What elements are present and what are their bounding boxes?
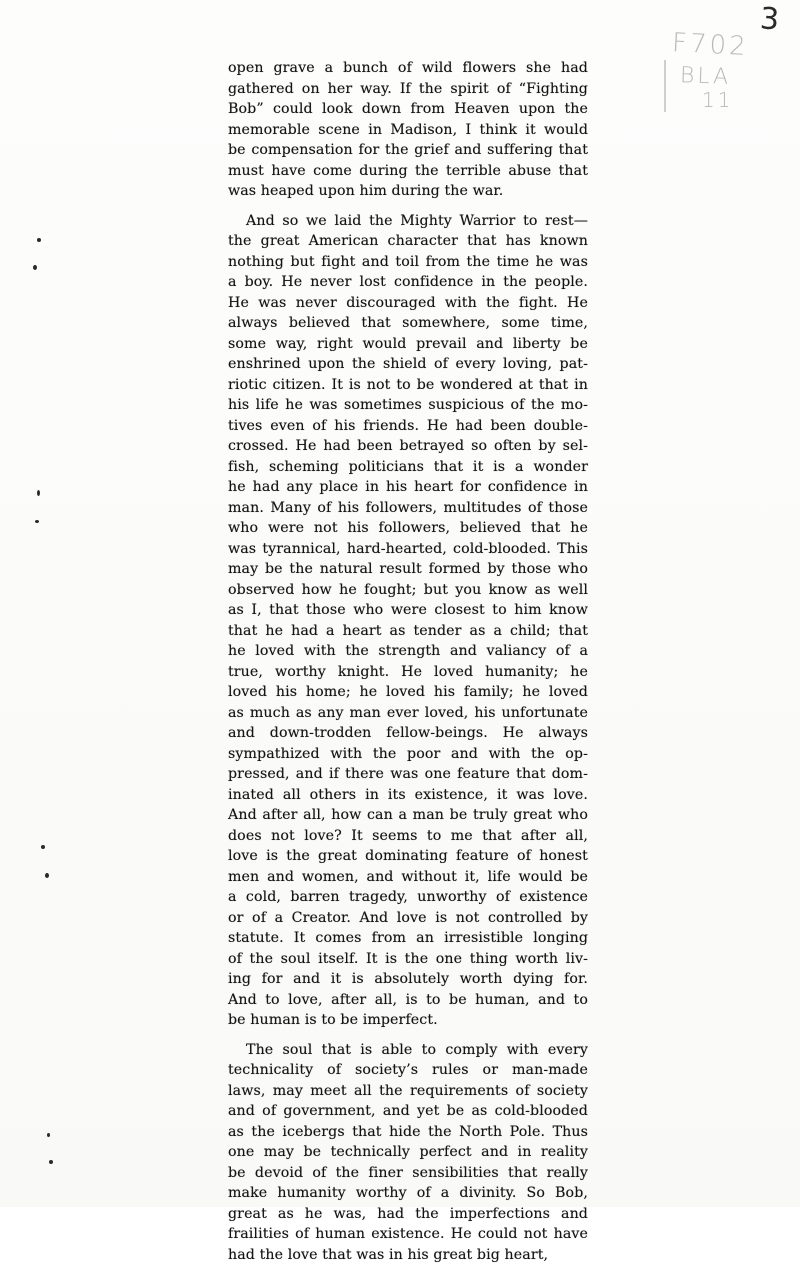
article-line: nothing but fight and toil from the time he was [228, 252, 588, 273]
article-line: man. Many of his followers, multitudes of those [228, 498, 588, 519]
article-line: true, worthy knight. He loved humanity; he [228, 662, 588, 683]
article-line: had the love that was in his great big heart, [228, 1245, 588, 1265]
margin-speck [47, 1133, 50, 1137]
article-line: his life he was sometimes suspicious of the mo- [228, 395, 588, 416]
article-line: laws, may meet all the requirements of society [228, 1081, 588, 1102]
handwritten-annotation-middle: BLA [680, 63, 732, 90]
article-line: and down-trodden fellow-beings. He always [228, 723, 588, 744]
margin-speck [49, 1160, 53, 1164]
margin-speck [37, 490, 40, 496]
article-line: may be the natural result formed by those who [228, 559, 588, 580]
handwritten-page-number: 3 [759, 1, 780, 37]
article-line: And so we laid the Mighty Warrior to rest— [228, 211, 588, 232]
article-line: one may be technically perfect and in reality [228, 1142, 588, 1163]
article-line: frailities of human existence. He could not have [228, 1224, 588, 1245]
article-line: great as he was, had the imperfections and [228, 1204, 588, 1225]
margin-speck [41, 845, 45, 849]
article-line: who were not his followers, believed that he [228, 518, 588, 539]
article-line: technicality of society’s rules or man-made [228, 1060, 588, 1081]
article-line: enshrined upon the shield of every loving, pat- [228, 354, 588, 375]
article-line: was heaped upon him during the war. [228, 181, 588, 202]
article-line: does not love? It seems to me that after all, [228, 826, 588, 847]
article-line: a cold, barren tragedy, unworthy of existence [228, 887, 588, 908]
article-line: always believed that somewhere, some time, [228, 313, 588, 334]
article-line: of the soul itself. It is the one thing worth liv- [228, 949, 588, 970]
article-line: crossed. He had been betrayed so often by sel- [228, 436, 588, 457]
article-line: or of a Creator. And love is not controlled by [228, 908, 588, 929]
margin-speck [33, 265, 37, 270]
article-line: statute. It comes from an irresistible longing [228, 928, 588, 949]
article-line: And to love, after all, is to be human, and to [228, 990, 588, 1011]
article-line: He was never discouraged with the fight. He [228, 293, 588, 314]
article-line: the great American character that has known [228, 231, 588, 252]
handwritten-annotation-bottom: 11 [702, 88, 733, 112]
article-line: love is the great dominating feature of honest [228, 846, 588, 867]
article-line: must have come during the terrible abuse that [228, 161, 588, 182]
handwritten-bracket-mark [664, 60, 666, 112]
paragraph-gap [228, 202, 588, 211]
article-line: memorable scene in Madison, I think it would [228, 120, 588, 141]
article-line: riotic citizen. It is not to be wondered at that in [228, 375, 588, 396]
article-line: open grave a bunch of wild flowers she had [228, 58, 588, 79]
article-line: observed how he fought; but you know as well [228, 580, 588, 601]
article-line: tives even of his friends. He had been double- [228, 416, 588, 437]
article-line: make humanity worthy of a divinity. So Bob, [228, 1183, 588, 1204]
article-line: be human is to be imperfect. [228, 1010, 588, 1031]
article-line: he had any place in his heart for confidence in [228, 477, 588, 498]
article-line: that he had a heart as tender as a child; that [228, 621, 588, 642]
article-line: Bob” could look down from Heaven upon the [228, 99, 588, 120]
article-line: some way, right would prevail and liberty be [228, 334, 588, 355]
paragraph-gap [228, 1031, 588, 1040]
handwritten-annotation-top: F702 [671, 28, 749, 62]
article-line: fish, scheming politicians that it is a wonder [228, 457, 588, 478]
article-line: And after all, how can a man be truly great who [228, 805, 588, 826]
article-line: pressed, and if there was one feature that dom- [228, 764, 588, 785]
article-line: be devoid of the finer sensibilities that really [228, 1163, 588, 1184]
margin-speck [45, 873, 49, 878]
article-line: as much as any man ever loved, his unfortunate [228, 703, 588, 724]
article-line: ing for and it is absolutely worth dying for. [228, 969, 588, 990]
article-line: inated all others in its existence, it was love. [228, 785, 588, 806]
article-line: loved his home; he loved his family; he loved [228, 682, 588, 703]
margin-speck [37, 238, 41, 242]
article-line: he loved with the strength and valiancy of a [228, 641, 588, 662]
margin-speck [35, 520, 39, 523]
article-line: and of government, and yet be as cold-blooded [228, 1101, 588, 1122]
article-line: sympathized with the poor and with the op- [228, 744, 588, 765]
article-line: as the icebergs that hide the North Pole. Thus [228, 1122, 588, 1143]
article-line: The soul that is able to comply with every [228, 1040, 588, 1061]
article-line: gathered on her way. If the spirit of “Fighting [228, 79, 588, 100]
article-line: men and women, and without it, life would be [228, 867, 588, 888]
article-line: a boy. He never lost confidence in the people. [228, 272, 588, 293]
article-line: be compensation for the grief and suffering that [228, 140, 588, 161]
article-line: was tyrannical, hard-hearted, cold-blooded. This [228, 539, 588, 560]
article-line: as I, that those who were closest to him know [228, 600, 588, 621]
article-column [228, 58, 588, 1265]
